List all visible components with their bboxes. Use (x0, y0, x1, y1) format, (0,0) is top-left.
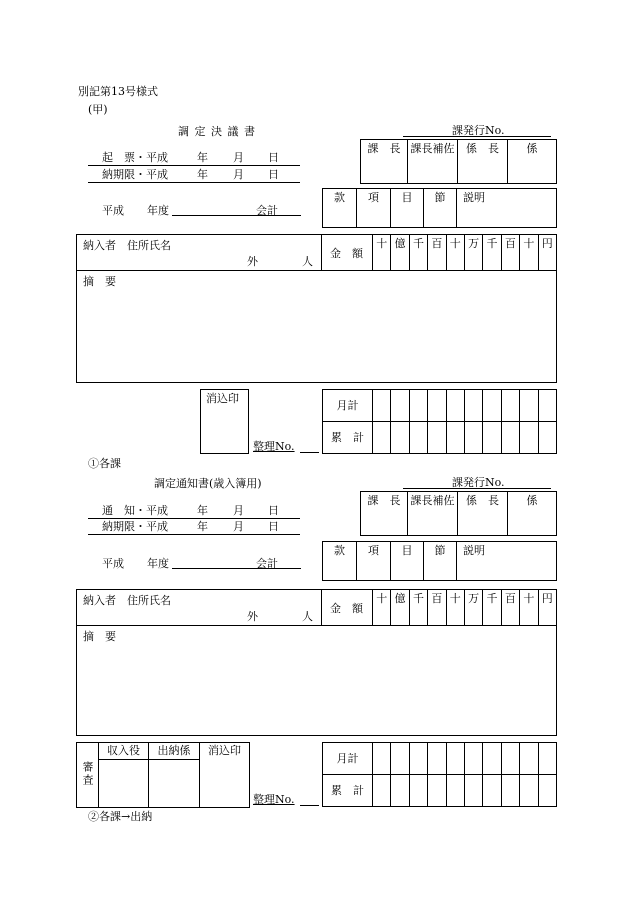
section1-title: 調 定 決 議 書 (178, 125, 256, 138)
total-cell[interactable] (373, 422, 391, 454)
amount-digits (372, 589, 557, 626)
section2-routing: ②各課→出納 (88, 810, 153, 823)
digit-cell[interactable]: 十 (373, 235, 391, 271)
total-cell[interactable] (446, 775, 464, 807)
form-variant: (甲) (88, 103, 108, 116)
total-cell[interactable] (520, 743, 538, 775)
digit-cell[interactable]: 百 (428, 235, 446, 271)
cancel-stamp-box[interactable]: 消込印 (200, 743, 250, 808)
budget-cell[interactable]: 項 (357, 189, 391, 228)
budget-cell[interactable]: 款 (323, 542, 357, 581)
section2-title: 調定通知書(歳入簿用) (154, 477, 262, 490)
digit-cell[interactable]: 十 (446, 590, 464, 626)
summary-label: 摘 要 (83, 275, 116, 288)
budget-cell[interactable]: 説明 (457, 189, 557, 228)
date-line (88, 534, 300, 535)
digit-cell[interactable]: 円 (538, 590, 556, 626)
cumulative-total-label: 累 計 (323, 775, 373, 807)
total-cell[interactable] (409, 775, 427, 807)
total-cell[interactable] (409, 390, 427, 422)
budget-cell[interactable]: 節 (424, 189, 457, 228)
cashier-label: 出納係 (149, 743, 200, 760)
approval-cell[interactable]: 課長補佐 (408, 140, 458, 184)
totals-table (322, 389, 557, 454)
total-cell[interactable] (501, 743, 519, 775)
totals-table (322, 742, 557, 807)
approval-cell[interactable]: 係 (508, 492, 557, 536)
draft-date-label: 起 票・平成 (102, 151, 168, 164)
total-cell[interactable] (446, 422, 464, 454)
section1-routing: ①各課 (88, 457, 121, 470)
total-cell[interactable] (464, 743, 482, 775)
divider (321, 589, 322, 625)
approval-cell[interactable]: 課 長 (361, 140, 408, 184)
digit-cell[interactable]: 百 (501, 590, 519, 626)
issue-no-label: 課発行No. (452, 476, 505, 489)
total-cell[interactable] (373, 743, 391, 775)
others-label: 外 人 (247, 255, 313, 268)
total-cell[interactable] (501, 422, 519, 454)
receiver-label: 収入役 (99, 743, 149, 760)
total-cell[interactable] (538, 390, 556, 422)
budget-cell[interactable]: 項 (357, 542, 391, 581)
due-date-label: 納期限・平成 (102, 520, 168, 533)
total-cell[interactable] (391, 422, 409, 454)
digit-cell[interactable]: 十 (446, 235, 464, 271)
total-cell[interactable] (446, 390, 464, 422)
total-cell[interactable] (391, 743, 409, 775)
issue-no-label: 課発行No. (452, 124, 505, 137)
cancel-stamp-label: 消込印 (206, 392, 239, 405)
approval-table (360, 491, 557, 536)
digit-cell[interactable]: 千 (483, 590, 501, 626)
digit-cell[interactable]: 百 (428, 590, 446, 626)
ledger-no-field[interactable] (300, 452, 319, 453)
others-label: 外 人 (247, 610, 313, 623)
account-name-field[interactable] (172, 215, 301, 216)
issue-no-line (403, 488, 551, 489)
summary-label: 摘 要 (83, 630, 116, 643)
cumulative-total-label: 累 計 (323, 422, 373, 454)
month-label: 月 (233, 504, 244, 517)
total-cell[interactable] (446, 743, 464, 775)
total-cell[interactable] (464, 422, 482, 454)
digit-cell[interactable]: 百 (501, 235, 519, 271)
total-cell[interactable] (538, 422, 556, 454)
total-cell[interactable] (520, 775, 538, 807)
day-label: 日 (268, 520, 279, 533)
total-cell[interactable] (520, 422, 538, 454)
approval-cell[interactable]: 係 長 (458, 140, 508, 184)
receiver-stamp-cell[interactable] (99, 760, 149, 808)
ledger-no-field[interactable] (300, 805, 319, 806)
audit-table (76, 742, 250, 808)
month-label: 月 (233, 520, 244, 533)
total-cell[interactable] (483, 390, 501, 422)
digit-cell[interactable]: 万 (464, 235, 482, 271)
monthly-total-label: 月計 (323, 390, 373, 422)
total-cell[interactable] (538, 775, 556, 807)
digit-cell[interactable]: 万 (464, 590, 482, 626)
approval-table (360, 139, 557, 184)
account-name-field[interactable] (172, 568, 301, 569)
budget-cell[interactable]: 目 (391, 189, 424, 228)
cashier-stamp-cell[interactable] (149, 760, 200, 808)
total-cell[interactable] (483, 743, 501, 775)
budget-cell[interactable]: 節 (424, 542, 457, 581)
payer-label: 納入者 住所氏名 (83, 594, 171, 607)
due-date-label: 納期限・平成 (102, 168, 168, 181)
approval-cell[interactable]: 係 長 (458, 492, 508, 536)
approval-cell[interactable]: 係 (508, 140, 557, 184)
total-cell[interactable] (428, 743, 446, 775)
digit-cell[interactable]: 億 (391, 235, 409, 271)
total-cell[interactable] (428, 422, 446, 454)
total-cell[interactable] (464, 775, 482, 807)
year-label: 年 (197, 520, 208, 533)
digit-cell[interactable]: 円 (538, 235, 556, 271)
budget-cell[interactable]: 説明 (457, 542, 557, 581)
notice-date-label: 通 知・平成 (102, 504, 168, 517)
budget-cell[interactable]: 款 (323, 189, 357, 228)
amount-label: 金 額 (330, 602, 363, 615)
month-label: 月 (233, 168, 244, 181)
total-cell[interactable] (428, 390, 446, 422)
total-cell[interactable] (409, 743, 427, 775)
fiscal-year-label: 年度 (147, 204, 169, 217)
account-label: 会計 (256, 204, 278, 217)
fiscal-year-label: 年度 (147, 557, 169, 570)
date-line (88, 518, 300, 519)
budget-cell[interactable]: 目 (391, 542, 424, 581)
day-label: 日 (268, 504, 279, 517)
payer-label: 納入者 住所氏名 (83, 239, 171, 252)
digit-cell[interactable]: 千 (409, 235, 427, 271)
digit-cell[interactable]: 十 (520, 590, 538, 626)
budget-table (322, 541, 557, 581)
ledger-no-label: 整理No. (253, 793, 295, 806)
amount-label: 金 額 (330, 247, 363, 260)
total-cell[interactable] (501, 390, 519, 422)
account-label: 会計 (256, 557, 278, 570)
divider (321, 234, 322, 270)
form-name: 別記第13号様式 (78, 85, 158, 98)
heisei-label: 平成 (102, 557, 124, 570)
digit-cell[interactable]: 十 (373, 590, 391, 626)
total-cell[interactable] (373, 775, 391, 807)
year-label: 年 (197, 168, 208, 181)
total-cell[interactable] (483, 422, 501, 454)
total-cell[interactable] (409, 422, 427, 454)
year-label: 年 (197, 504, 208, 517)
day-label: 日 (268, 168, 279, 181)
day-label: 日 (268, 151, 279, 164)
total-cell[interactable] (428, 775, 446, 807)
digit-cell[interactable]: 十 (520, 235, 538, 271)
total-cell[interactable] (520, 390, 538, 422)
monthly-total-label: 月計 (323, 743, 373, 775)
total-cell[interactable] (391, 390, 409, 422)
total-cell[interactable] (391, 775, 409, 807)
digit-cell[interactable]: 億 (391, 590, 409, 626)
approval-cell[interactable]: 課長補佐 (408, 492, 458, 536)
digit-cell[interactable]: 千 (409, 590, 427, 626)
ledger-no-label: 整理No. (253, 440, 295, 453)
budget-table (322, 188, 557, 228)
issue-no-line (403, 136, 551, 137)
date-line (88, 165, 300, 166)
total-cell[interactable] (538, 743, 556, 775)
digit-cell[interactable]: 千 (483, 235, 501, 271)
date-line (88, 182, 300, 183)
heisei-label: 平成 (102, 204, 124, 217)
total-cell[interactable] (501, 775, 519, 807)
approval-cell[interactable]: 課 長 (361, 492, 408, 536)
total-cell[interactable] (464, 390, 482, 422)
month-label: 月 (233, 151, 244, 164)
year-label: 年 (197, 151, 208, 164)
amount-digits (372, 234, 557, 271)
total-cell[interactable] (373, 390, 391, 422)
audit-label: 審査 (77, 743, 99, 808)
total-cell[interactable] (483, 775, 501, 807)
